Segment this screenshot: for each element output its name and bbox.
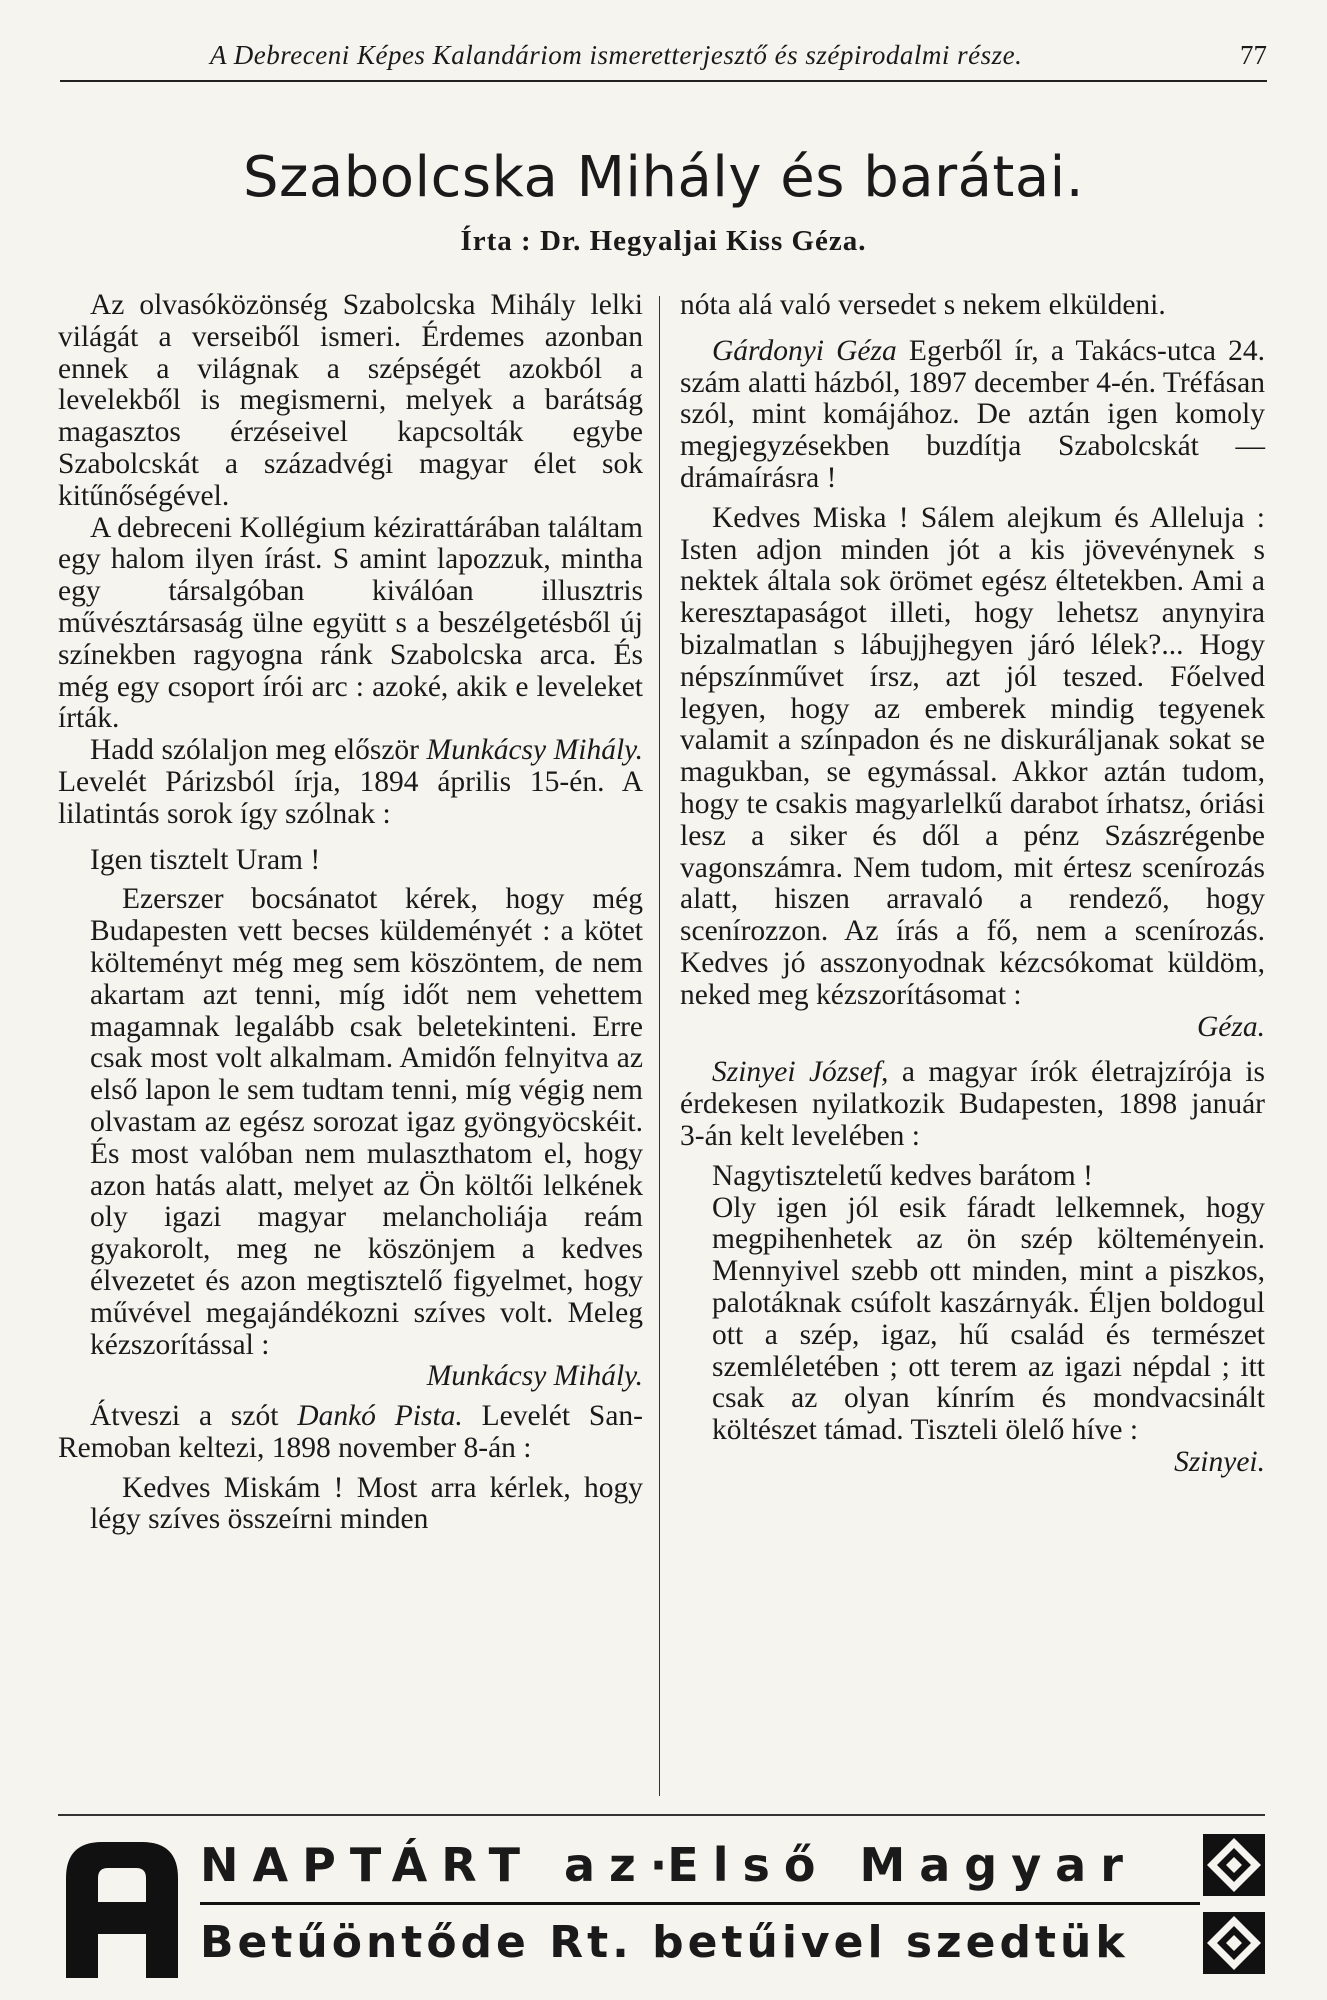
gardonyi-intro	[680, 336, 1265, 495]
szinyei-intro-post: a magyar írók életrajzírója is érdekesen nyilatkozik Budapesten, 1898 január 3-án kelt levelében :	[680, 1056, 1266, 1152]
ornament-icon	[1203, 1834, 1265, 1896]
danko-intro-post: Levelét San-Remoban keltezi, 1898 november 8-án :	[58, 1400, 643, 1464]
right-column	[680, 290, 1265, 1479]
ad-line-1	[200, 1834, 1200, 1896]
gardonyi-letter-body: Kedves Miska ! Sálem alejkum és Alleluja : Isten adjon minden jót a kis jövevénynek s nektek általa sok örömet egész éltetekben. Ami a keresztapaságot illeti, hogy lehetsz anynyira bizalmatlan s lábujjhegyen járó lélek?... Hogy népszínművet írsz, azt jól teszed. Főelved legyen, hogy az emberek mindig tegyenek valamit a színpadon és ne diskuráljanak sokat se magukban, se egymással. Akkor aztán tudom, hogy te csakis magyarlelkű darabot írhatsz, óriási lesz a siker és dől a pénz Szászrégenbe vagonszámra. Nem tudom, mit értesz scenírozás alatt, hiszen arravaló a rendező, hogy scenírozzon. Az írás a fő, nem a scenírozás. Kedves jó asszonyodnak kézcsókomat küldöm, neked meg kézszorításomat :	[680, 501, 1265, 1011]
munkacsy-signature: Munkácsy Mihály.	[426, 1360, 643, 1393]
munkacsy-intro	[58, 735, 643, 830]
ad-line-1-separator: ·	[649, 1838, 668, 1892]
ad-line-1-part-b: Első Magyar	[667, 1838, 1137, 1892]
running-head-title: A Debreceni Képes Kalandáriom ismeretterjesztő és szépirodalmi része.	[210, 40, 1023, 70]
szinyei-signature: Szinyei.	[1174, 1445, 1265, 1478]
intro-paragraph-2: A debreceni Kollégium kézirattárában találtam egy halom ilyen írást. S amint lapozzuk, mintha egy társalgóban kiválóan illusztris művésztársaság ülne együtt s a beszélgetésből új színekben ragyogna ránk Szabolcska arca. És még egy csoport írói arc : azoké, akik e leveleket írták.	[58, 511, 643, 735]
bottom-rule	[58, 1814, 1265, 1816]
munkacsy-intro-pre: Hadd szólaljon meg először	[90, 734, 427, 767]
ad-rule	[200, 1902, 1200, 1905]
gardonyi-signature: Géza.	[1196, 1010, 1265, 1043]
danko-intro-pre: Átveszi a szót	[90, 1400, 298, 1433]
munkacsy-intro-post: Levelét Párizsból írja, 1894 április 15-én. A lilatintás sorok így szólnak :	[58, 765, 643, 830]
munkacsy-salutation: Igen tisztelt Uram !	[90, 843, 321, 876]
ornament-icon	[1203, 1912, 1265, 1974]
left-column	[58, 290, 643, 1536]
danko-letter-body: Kedves Miskám ! Most arra kérlek, hogy légy szíves összeírni minden	[90, 1471, 643, 1536]
munkacsy-name: Munkácsy Mihály.	[426, 734, 643, 767]
munkacsy-letter-body: Ezerszer bocsánatot kérek, hogy még Budapesten vett becses küldeményét : a kötet költeményt még meg sem köszöntem, de nem akartam azt tenni, míg időt nem vehettem magamnak legalább csak beletekinteni. Erre csak most volt alkalmam. Amidőn felnyitva az első lapon le sem tudtam tenni, míg végig nem olvastam az egész sorozat igaz gyöngyöcskéit. És most valóban nem mulaszthatom el, hogy azon hatás alatt, melyet az Ön költői lelkének oly igazi magyar melancholiája reám gyakorolt, meg ne köszönjem a kedves élvezetet és azon megtisztelő figyelmet, hogy művével megajándékozni szíves volt. Meleg kézszorítással :	[90, 883, 643, 1361]
column-rule	[659, 296, 660, 1796]
danko-name: Dankó Pista.	[297, 1400, 463, 1433]
szinyei-letter	[680, 1161, 1265, 1479]
byline: Írta : Dr. Hegyaljai Kiss Géza.	[460, 225, 867, 257]
gardonyi-letter	[680, 503, 1265, 1044]
gardonyi-intro-post: Egerből ír, a Takács-utca 24. szám alatti házból, 1897 december 4-én. Tréfásan szól, mint komájához. De aztán igen komoly megjegyzésekben buzdítja Szabolcskát — drámaírásra !	[680, 334, 1265, 494]
ad-line-1-part-a: NAPTÁRT az	[200, 1838, 650, 1892]
szinyei-name: Szinyei József,	[712, 1056, 889, 1089]
danko-letter-continued	[680, 290, 1265, 322]
ad-line-2: Betűöntőde Rt. betűivel szedtük	[200, 1917, 1129, 1968]
danko-intro	[58, 1401, 643, 1465]
intro-paragraph-1: Az olvasóközönség Szabolcska Mihály lelki világát a verseiből ismeri. Érdemes azonban ennek a világnak a szépségét azokból a levelekből is megismerni, melyek a barátság magasztos érzéseivel kapcsolták egybe Szabolcskát a századvégi magyar élet sok kitűnőségével.	[58, 289, 643, 512]
szinyei-letter-body: Oly igen jól esik fáradt lelkemnek, hogy megpihenhetek az ön szép költeményein. Mennyivel szebb ott minden, mint a piszkos, palotáknak csúfolt kaszárnyák. Éljen boldogul ott a szép, igaz, hű család és természet szemléletében ; ott terem az igazi népdal ; itt csak az olyan kínrím és mondvacsinált költészet támad. Tiszteli ölelő híve :	[712, 1191, 1265, 1447]
gardonyi-name: Gárdonyi Géza	[712, 334, 897, 367]
munkacsy-letter	[58, 845, 643, 1394]
szinyei-intro	[680, 1057, 1265, 1152]
advertisement	[58, 1830, 1265, 1980]
article-title: Szabolcska Mihály és barátai.	[242, 145, 1085, 210]
running-head	[60, 40, 1267, 82]
szinyei-salutation: Nagytiszteletű kedves barátom !	[712, 1159, 1093, 1192]
danko-letter-body-continued: nóta alá való versedet s nekem elküldeni.	[680, 289, 1166, 321]
danko-letter	[58, 1473, 643, 1537]
page-number: 77	[1240, 40, 1267, 70]
large-letter-a-ornament	[58, 1838, 186, 1978]
